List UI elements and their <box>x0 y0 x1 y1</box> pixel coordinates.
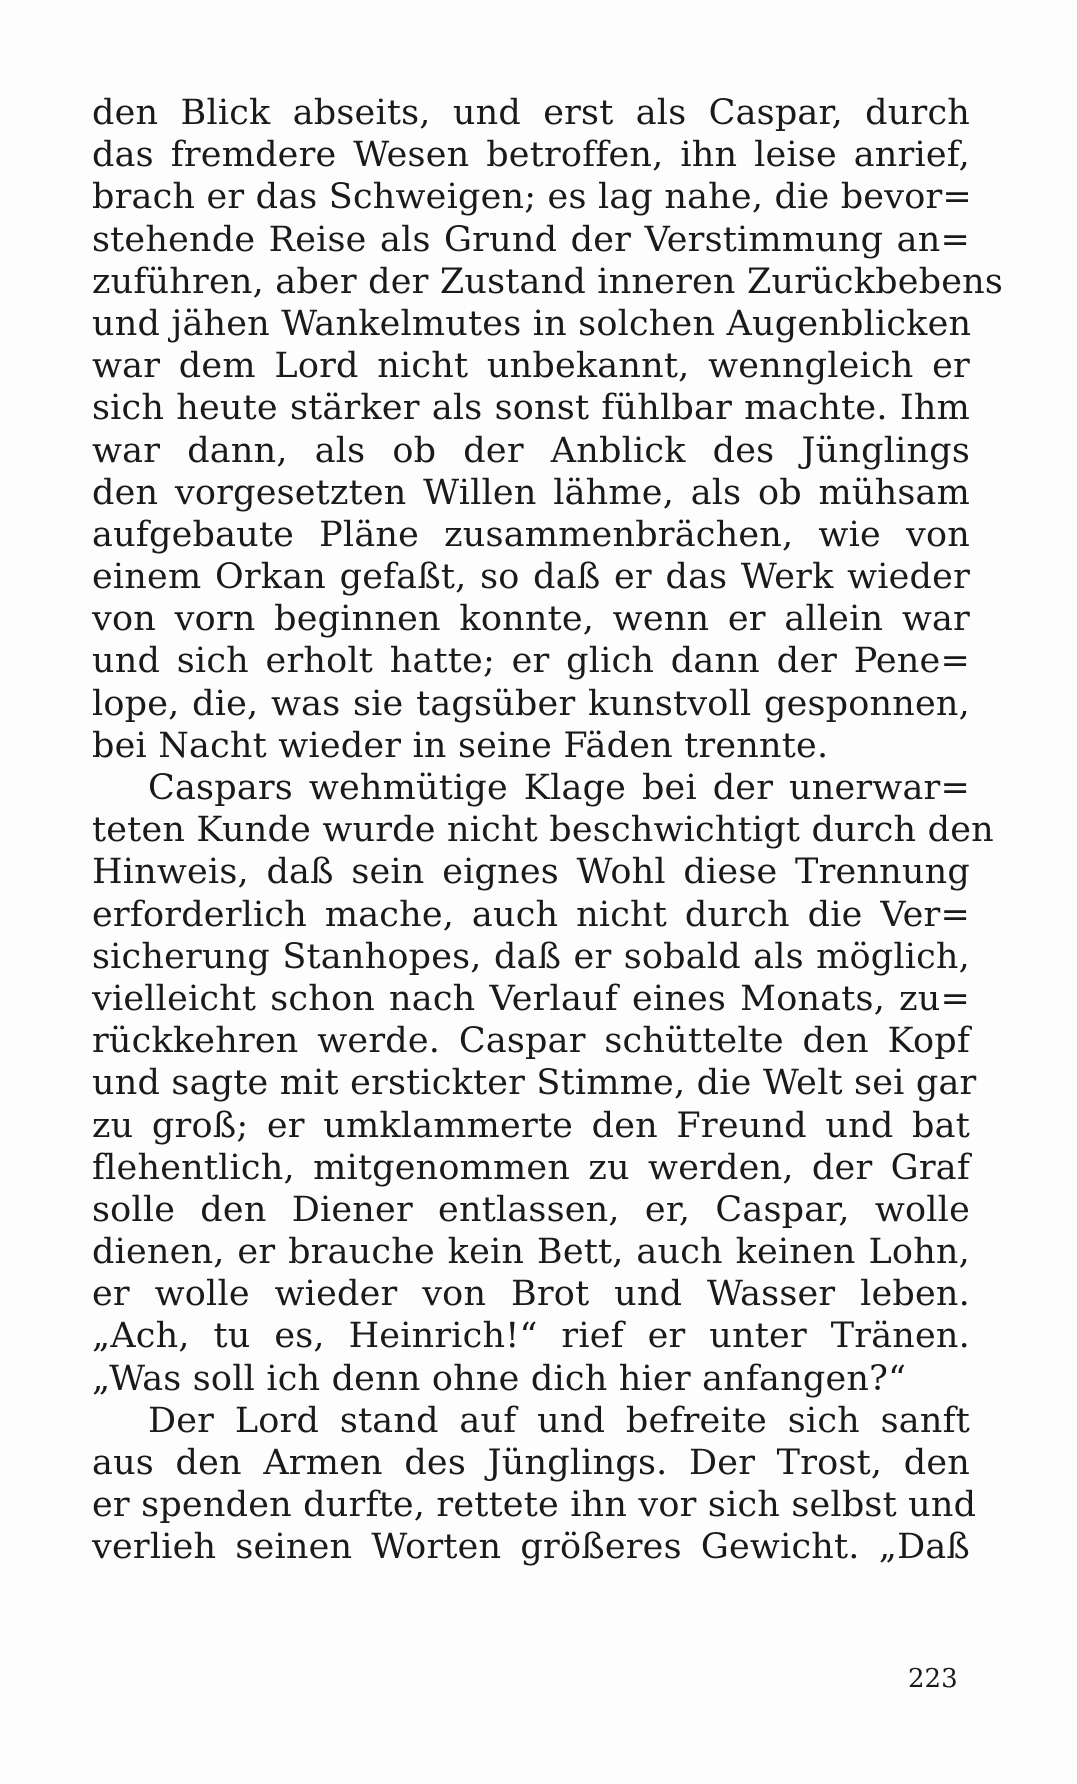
text-line: aufgebaute Pläne zusammenbrächen, wie von <box>92 514 970 555</box>
text-line: erforderlich mache, auch nicht durch die Ver= <box>92 894 970 935</box>
text-line: und sich erholt hatte; er glich dann der Pene= <box>92 641 970 682</box>
text-line: stehende Reise als Grund der Verstimmung an= <box>92 219 970 260</box>
text-line: Der Lord stand auf und befreite sich sanft <box>148 1400 970 1441</box>
body-text <box>92 92 1004 1569</box>
text-line: aus den Armen des Jünglings. Der Trost, den <box>92 1443 970 1483</box>
text-line: den vorgesetzten Willen lähme, als ob mühsam <box>92 472 970 513</box>
text-line: verlieh seinen Worten größeres Gewicht. „Daß <box>92 1527 970 1568</box>
text-line: solle den Diener entlassen, er, Caspar, wolle <box>92 1189 970 1230</box>
text-line: „Was soll ich denn ohne dich hier anfangen?“ <box>92 1358 907 1399</box>
text-line: Hinweis, daß sein eignes Wohl diese Trennung <box>92 852 970 893</box>
text-line: sich heute stärker als sonst fühlbar machte. Ihm <box>92 388 970 429</box>
text-line: von vorn beginnen konnte, wenn er allein war <box>92 599 970 640</box>
text-line: Caspars wehmütige Klage bei der unerwar= <box>148 768 970 808</box>
text-line: einem Orkan gefaßt, so daß er das Werk wieder <box>92 557 970 598</box>
text-line: vielleicht schon nach Verlauf eines Monats, zu= <box>92 978 970 1019</box>
text-line: flehentlich, mitgenommen zu werden, der Graf <box>92 1147 970 1188</box>
text-line: er wolle wieder von Brot und Wasser leben. <box>92 1274 970 1315</box>
page-number: 223 <box>908 1664 958 1694</box>
text-line: das fremdere Wesen betroffen, ihn leise anrief, <box>92 135 970 176</box>
text-line: „Ach, tu es, Heinrich!“ rief er unter Tränen. <box>92 1316 970 1357</box>
text-line: rückkehren werde. Caspar schüttelte den Kopf <box>92 1021 970 1062</box>
text-line: sicherung Stanhopes, daß er sobald als möglich, <box>92 936 970 977</box>
text-line: den Blick abseits, und erst als Caspar, durch <box>92 93 970 133</box>
text-line: er spenden durfte, rettete ihn vor sich selbst und <box>92 1485 977 1526</box>
text-line: und sagte mit erstickter Stimme, die Welt sei gar <box>92 1063 977 1104</box>
text-line: war dem Lord nicht unbekannt, wenngleich er <box>92 346 970 387</box>
text-line: war dann, als ob der Anblick des Jünglings <box>92 430 970 471</box>
text-line: und jähen Wankelmutes in solchen Augenblicken <box>92 303 972 344</box>
text-line: lope, die, was sie tagsüber kunstvoll gesponnen, <box>92 683 970 724</box>
text-line: teten Kunde wurde nicht beschwichtigt durch den <box>92 810 994 851</box>
text-line: brach er das Schweigen; es lag nahe, die bevor= <box>92 177 972 218</box>
text-line: dienen, er brauche kein Bett, auch keinen Lohn, <box>92 1232 970 1273</box>
text-line: zuführen, aber der Zustand inneren Zurückbebens <box>92 261 1004 302</box>
text-line: bei Nacht wieder in seine Fäden trennte. <box>92 725 829 766</box>
text-line: zu groß; er umklammerte den Freund und bat <box>92 1105 970 1146</box>
